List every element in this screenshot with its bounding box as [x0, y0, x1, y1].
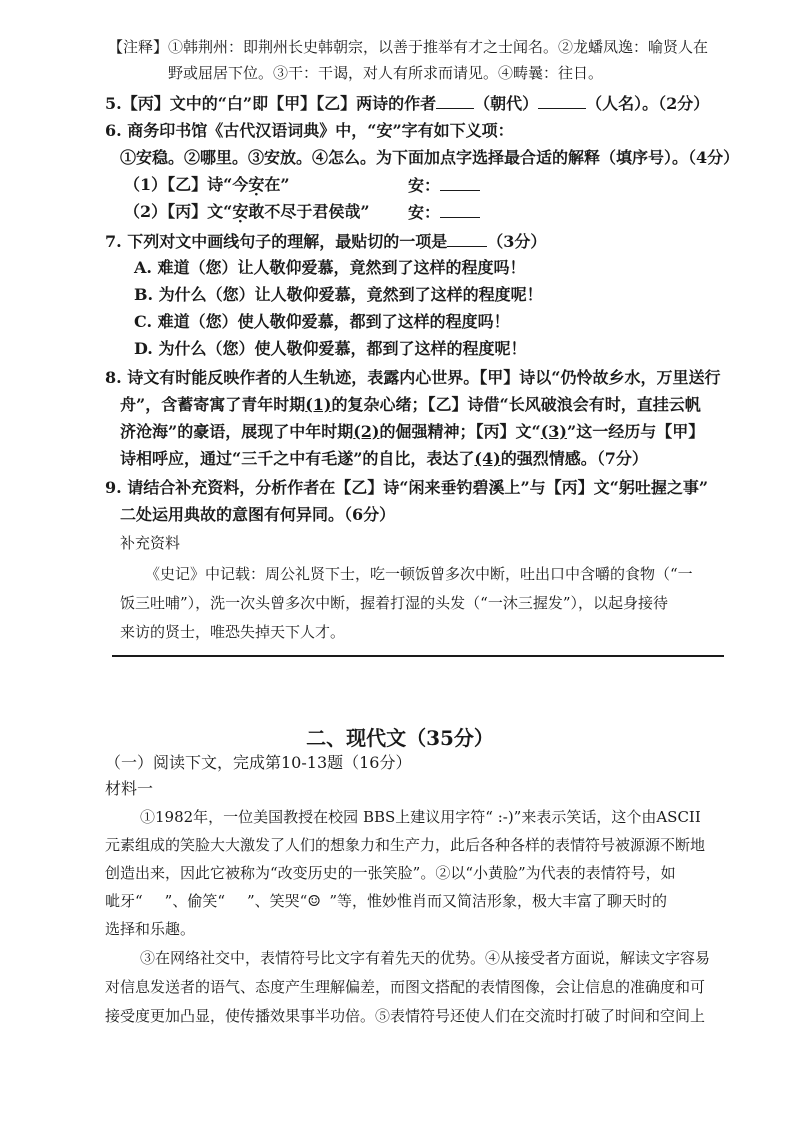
q6-item1-dotted-char: 安 [248, 175, 265, 194]
supplement-line-3: 来访的贤士，唯恐失掉天下人才。 [120, 623, 346, 641]
section-2-title: 二、现代文（35分） [306, 726, 494, 750]
q7-stem: 7. 下列对文中画线句子的理解，最贴切的一项是 [105, 232, 448, 251]
q9-line-2: 二处运用典故的意图有何异同。（6分） [120, 505, 396, 524]
q6-item1-answer [408, 174, 480, 197]
q6-item-2 [124, 201, 370, 223]
q6-senses: ①安稳。②哪里。③安放。④怎么。为下面加点字选择最合适的解释（填序号）。（4分） [120, 148, 740, 167]
laugh-cry-emoji-icon: ☺ [307, 892, 321, 910]
q8-line-1: 8. 诗文有时能反映作者的人生轨迹，表露内心世界。【甲】诗以“仍怜故乡水，万里送行 [105, 368, 721, 387]
q6-item1-text-b: 在” [264, 175, 290, 194]
q7-answer-blank[interactable] [447, 230, 487, 247]
q8-l4-text: 诗相呼应，通过“三千之中有毛遂”的自比，表达了 [120, 449, 475, 468]
material-1-p1-line-1: ①1982年，一位美国教授在校园 BBS上建议用字符“ :-)”来表示笑话，这个由ASCII [140, 808, 701, 826]
supplement-line-1: 《史记》中记载：周公礼贤下士，吃一顿饭曾多次中断，吐出口中含嚼的食物（“一 [145, 565, 693, 583]
material-1-p2-line-1: ③在网络社交中，表情符号比文字有着先天的优势。④从接受者方面说，解读文字容易 [140, 949, 711, 967]
q7-option-d: D. 为什么（您）使人敬仰爱慕，都到了这样的程度呢！ [134, 339, 527, 358]
q8-l3-text: 济沧海”的豪语，展现了中年时期 [120, 422, 354, 441]
q8-blank-2: (2) [353, 422, 380, 441]
section-divider [112, 655, 724, 657]
q6-item1-label: 安： [408, 176, 441, 195]
section-2-subtitle: （一）阅读下文，完成第10-13题（16分） [105, 753, 412, 772]
q6-item2-dotted-char: 安 [232, 202, 249, 221]
q8-blank-4: (4) [474, 449, 501, 468]
q7-score: （3分） [487, 232, 547, 251]
q8-l2-text: 舟”，含蓄寄寓了青年时期 [120, 395, 306, 414]
emoji-smirk-label: ”、偷笑“ [164, 892, 226, 910]
q6-stem: 6. 商务印书馆《古代汉语词典》中，“安”字有如下义项： [105, 121, 514, 140]
supplement-heading: 补充资料 [120, 534, 181, 552]
q8-l3-text-2: 的倔强精神；【丙】文“ [379, 422, 541, 441]
q8-blank-1: (1) [305, 395, 332, 414]
question-5 [105, 92, 709, 115]
emoji-tail-text: ”等，惟妙惟肖而又简洁形象，极大丰富了聊天时的 [329, 892, 668, 910]
q8-line-3 [120, 421, 704, 443]
q6-item2-label: 安： [408, 203, 441, 222]
material-1-p2-line-3: 接受度更加凸显，使传播效果事半功倍。⑤表情符号还使人们在交流时打破了时间和空间上 [105, 1007, 706, 1025]
emoji-laugh-cry-label: ”、笑哭“ [247, 892, 308, 910]
q7-option-b: B. 为什么（您）让人敬仰爱慕，竟然到了这样的程度呢！ [134, 285, 543, 304]
material-1-p1-line-2: 元素组成的笑脸大大激发了人们的想象力和生产力，此后各种各样的表情符号被源源不断地 [105, 836, 706, 854]
material-1-label: 材料一 [105, 779, 154, 798]
q6-item2-text-b: 敢不尽于君侯哉” [248, 202, 370, 221]
q5-blank-name[interactable] [538, 92, 586, 109]
q5-text-b: （朝代） [474, 94, 539, 113]
q6-item2-answer [408, 201, 480, 224]
material-1-p1-line-4 [105, 890, 667, 912]
q8-blank-3: (3) [540, 422, 567, 441]
q7-option-c: C. 难道（您）使人敬仰爱慕，都到了这样的程度吗！ [134, 312, 510, 331]
q5-text-c: （人名）。（2分） [586, 94, 710, 113]
q8-line-2 [120, 394, 701, 416]
q6-item1-blank[interactable] [440, 174, 480, 191]
question-7 [105, 230, 546, 253]
supplement-line-2: 饭三吐哺”），洗一次头曾多次中断，握着打湿的头发（“一沐三握发”），以起身接待 [120, 594, 669, 612]
material-1-p1-line-3: 创造出来，因此它被称为“改变历史的一张笑脸”。②以“小黄脸”为代表的表情符号，如 [105, 864, 676, 882]
q5-blank-dynasty[interactable] [436, 92, 474, 109]
q7-option-a: A. 难道（您）让人敬仰爱慕，竟然到了这样的程度吗！ [134, 258, 526, 277]
material-1-p2-line-2: 对信息发送者的语气、态度产生理解偏差，而图文搭配的表情图像，会让信息的准确度和可 [105, 978, 706, 996]
q8-l4-text-2: 的强烈情感。（7分） [500, 449, 648, 468]
q5-text-a: 5.【丙】文中的“白”即【甲】【乙】两诗的作者 [105, 94, 437, 113]
q8-l2-text-2: 的复杂心绪；【乙】诗借“长风破浪会有时，直挂云帆 [331, 395, 701, 414]
q6-item2-text-a: （2）【丙】文“ [124, 202, 233, 221]
q6-item-1 [124, 174, 290, 196]
q6-item2-blank[interactable] [440, 201, 480, 218]
q8-l3-text-3: ”这一经历与【甲】 [567, 422, 705, 441]
emoji-grin-label: 呲牙“ [105, 892, 143, 910]
material-1-p1-line-5: 选择和乐趣。 [105, 920, 196, 938]
notes-line-2: 野或屈居下位。③干：干谒，对人有所求而请见。④畴曩：往日。 [168, 64, 604, 82]
q9-line-1: 9. 请结合补充资料，分析作者在【乙】诗“闲来垂钓碧溪上”与【丙】文“躬吐握之事” [105, 478, 709, 497]
q6-item1-text-a: （1）【乙】诗“今 [124, 175, 249, 194]
q8-line-4 [120, 448, 648, 470]
notes-line-1: 【注释】①韩荆州：即荆州长史韩朝宗，以善于推举有才之士闻名。②龙蟠凤逸：喻贤人在 [108, 38, 709, 56]
